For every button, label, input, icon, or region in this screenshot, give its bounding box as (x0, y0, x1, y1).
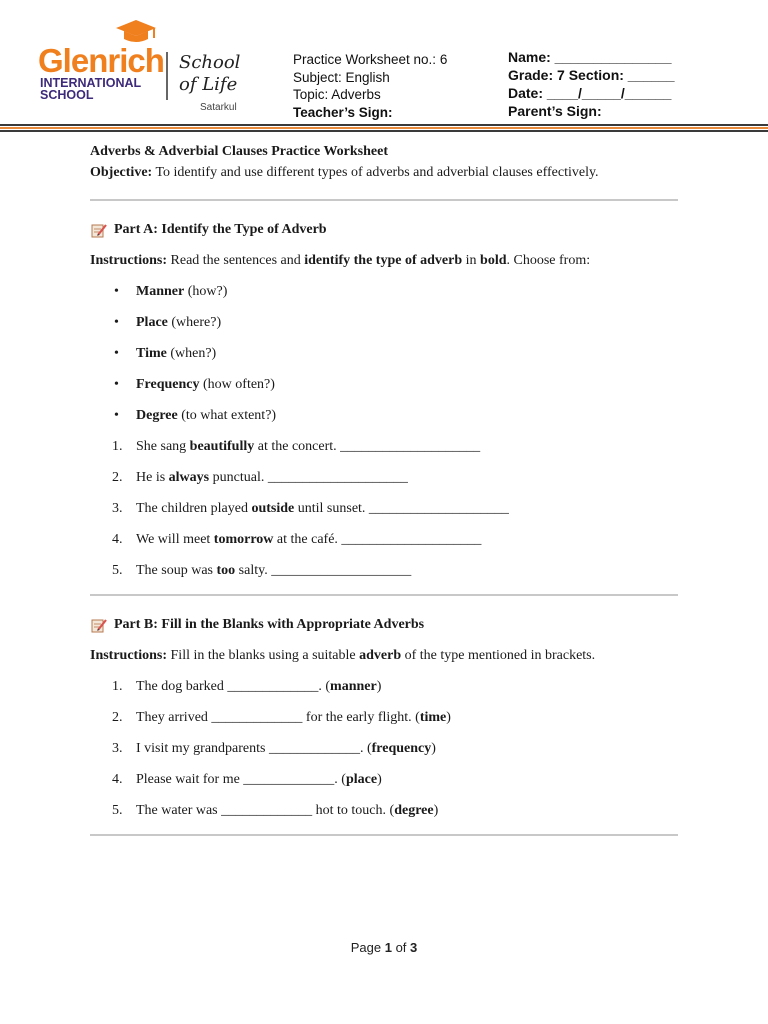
logo-tagline (179, 52, 240, 96)
list-item (90, 375, 680, 406)
question-number: 1. (112, 439, 123, 454)
worksheet-number: Practice Worksheet no.: 6 (293, 52, 448, 67)
type-hint: (to what extent?) (177, 408, 277, 423)
question-bold: frequency (371, 741, 432, 756)
question-bold: tomorrow (213, 532, 274, 547)
part-b-questions (90, 677, 680, 832)
question-bold: place (345, 772, 378, 787)
type-name: Frequency (136, 377, 200, 392)
header-divider (0, 124, 768, 132)
list-item (90, 282, 680, 313)
question-item (90, 499, 680, 530)
type-name: Time (136, 346, 167, 361)
part-a-title: Part A: Identify the Type of Adverb (114, 222, 327, 237)
question-bold: time (419, 710, 447, 725)
question-item (90, 770, 680, 801)
question-text: The dog barked _____________. ( (136, 679, 331, 694)
objective (90, 163, 680, 183)
logo-line1: INTERNATIONAL (40, 76, 142, 90)
question-item (90, 437, 680, 468)
type-hint: (how often?) (199, 377, 275, 392)
question-text: They arrived _____________ for the early flight. ( (136, 710, 420, 725)
question-bold: beautifully (189, 439, 255, 454)
student-meta (508, 48, 675, 120)
type-name: Manner (136, 284, 185, 299)
part-b-instructions (90, 646, 680, 666)
part-b-title: Part B: Fill in the Blanks with Appropriate Adverbs (114, 617, 425, 632)
part-a-instructions (90, 251, 680, 271)
logo-tag-line1: School (179, 52, 241, 73)
divider-stripe (0, 130, 768, 132)
page-label: Page (350, 940, 385, 955)
question-text: ) (377, 772, 382, 787)
question-text: The children played (136, 501, 252, 516)
worksheet-meta (293, 51, 447, 121)
question-text: ) (446, 710, 451, 725)
question-text: ) (431, 741, 436, 756)
question-item (90, 561, 680, 592)
question-text: She sang (136, 439, 190, 454)
question-number: 5. (112, 563, 123, 578)
instructions-label: Instructions: (90, 648, 168, 663)
question-text: ) (433, 803, 439, 818)
type-hint: (when?) (166, 346, 217, 361)
date-field: Date: ____/_____/______ (508, 85, 672, 101)
question-text: I visit my grandparents _____________. ( (136, 741, 372, 756)
instructions-bold: identify the type of adverb (304, 253, 463, 268)
instructions-text: in (462, 253, 481, 268)
objective-label: Objective: (90, 165, 153, 180)
instructions-label: Instructions: (90, 253, 168, 268)
section-divider (90, 594, 678, 596)
question-bold: degree (394, 803, 434, 818)
answer-blank: at the café. ____________________ (273, 532, 482, 547)
instructions-text: Fill in the blanks using a suitable (167, 648, 360, 663)
list-item (90, 313, 680, 344)
answer-blank: punctual. ____________________ (209, 470, 408, 485)
question-text: The water was _____________ hot to touch. ( (136, 803, 395, 818)
adverb-types-list (90, 282, 680, 437)
question-item (90, 677, 680, 708)
list-item (90, 344, 680, 375)
instructions-text: of the type mentioned in brackets. (401, 648, 596, 663)
question-number: 4. (112, 772, 123, 787)
instructions-text: . Choose from: (506, 253, 591, 268)
question-text: The soup was (136, 563, 217, 578)
type-name: Place (136, 315, 168, 330)
question-number: 5. (112, 803, 123, 818)
part-a-heading (90, 220, 680, 240)
page-footer (0, 940, 768, 955)
pencil-note-icon (90, 617, 108, 633)
question-number: 2. (112, 710, 123, 725)
logo-brand: Glenrich (38, 42, 164, 79)
question-text: Please wait for me _____________. ( (136, 772, 346, 787)
answer-blank: at the concert. ____________________ (254, 439, 481, 454)
logo-line2: SCHOOL (40, 88, 94, 102)
pencil-note-icon (90, 222, 108, 238)
instructions-bold: adverb (359, 648, 402, 663)
school-logo (38, 18, 258, 114)
objective-text: To identify and use different types of adverbs and adverbial clauses effectively. (152, 165, 599, 180)
worksheet-body (90, 143, 680, 836)
question-item (90, 739, 680, 770)
answer-blank: until sunset. ____________________ (294, 501, 509, 516)
teacher-sign: Teacher’s Sign: (293, 104, 393, 120)
question-item (90, 708, 680, 739)
logo-location: Satarkul (200, 102, 237, 113)
question-bold: outside (251, 501, 295, 516)
part-b-heading (90, 615, 680, 635)
page-header (0, 0, 768, 130)
question-bold: too (216, 563, 236, 578)
logo-divider (166, 52, 168, 100)
logo-tag-line2: of Life (179, 74, 238, 95)
question-number: 2. (112, 470, 123, 485)
question-number: 1. (112, 679, 123, 694)
list-item (90, 406, 680, 437)
section-divider (90, 834, 678, 836)
type-hint: (how?) (184, 284, 228, 299)
total-pages: 3 (410, 940, 418, 955)
worksheet-title: Adverbs & Adverbial Clauses Practice Worksheet (90, 144, 388, 159)
question-number: 3. (112, 741, 123, 756)
question-text: ) (376, 679, 382, 694)
type-hint: (where?) (167, 315, 222, 330)
question-item (90, 801, 680, 832)
question-bold: manner (330, 679, 377, 694)
part-a-questions (90, 437, 680, 592)
instructions-bold: bold (480, 253, 507, 268)
grade-section-field: Grade: 7 Section: ______ (508, 67, 675, 83)
subject: Subject: English (293, 69, 390, 85)
question-number: 4. (112, 532, 123, 547)
question-item (90, 468, 680, 499)
logo-subtitle (40, 77, 141, 101)
question-bold: always (168, 470, 210, 485)
question-number: 3. (112, 501, 123, 516)
topic: Topic: Adverbs (293, 87, 381, 102)
question-text: He is (136, 470, 169, 485)
answer-blank: salty. ____________________ (235, 563, 412, 578)
type-name: Degree (136, 408, 178, 423)
name-field: Name: _______________ (508, 49, 672, 65)
instructions-text: Read the sentences and (167, 253, 305, 268)
page-label: of (391, 940, 411, 955)
question-text: We will meet (136, 532, 214, 547)
section-divider (90, 199, 678, 201)
parent-sign: Parent’s Sign: (508, 103, 602, 119)
question-item (90, 530, 680, 561)
current-page: 1 (384, 940, 392, 955)
